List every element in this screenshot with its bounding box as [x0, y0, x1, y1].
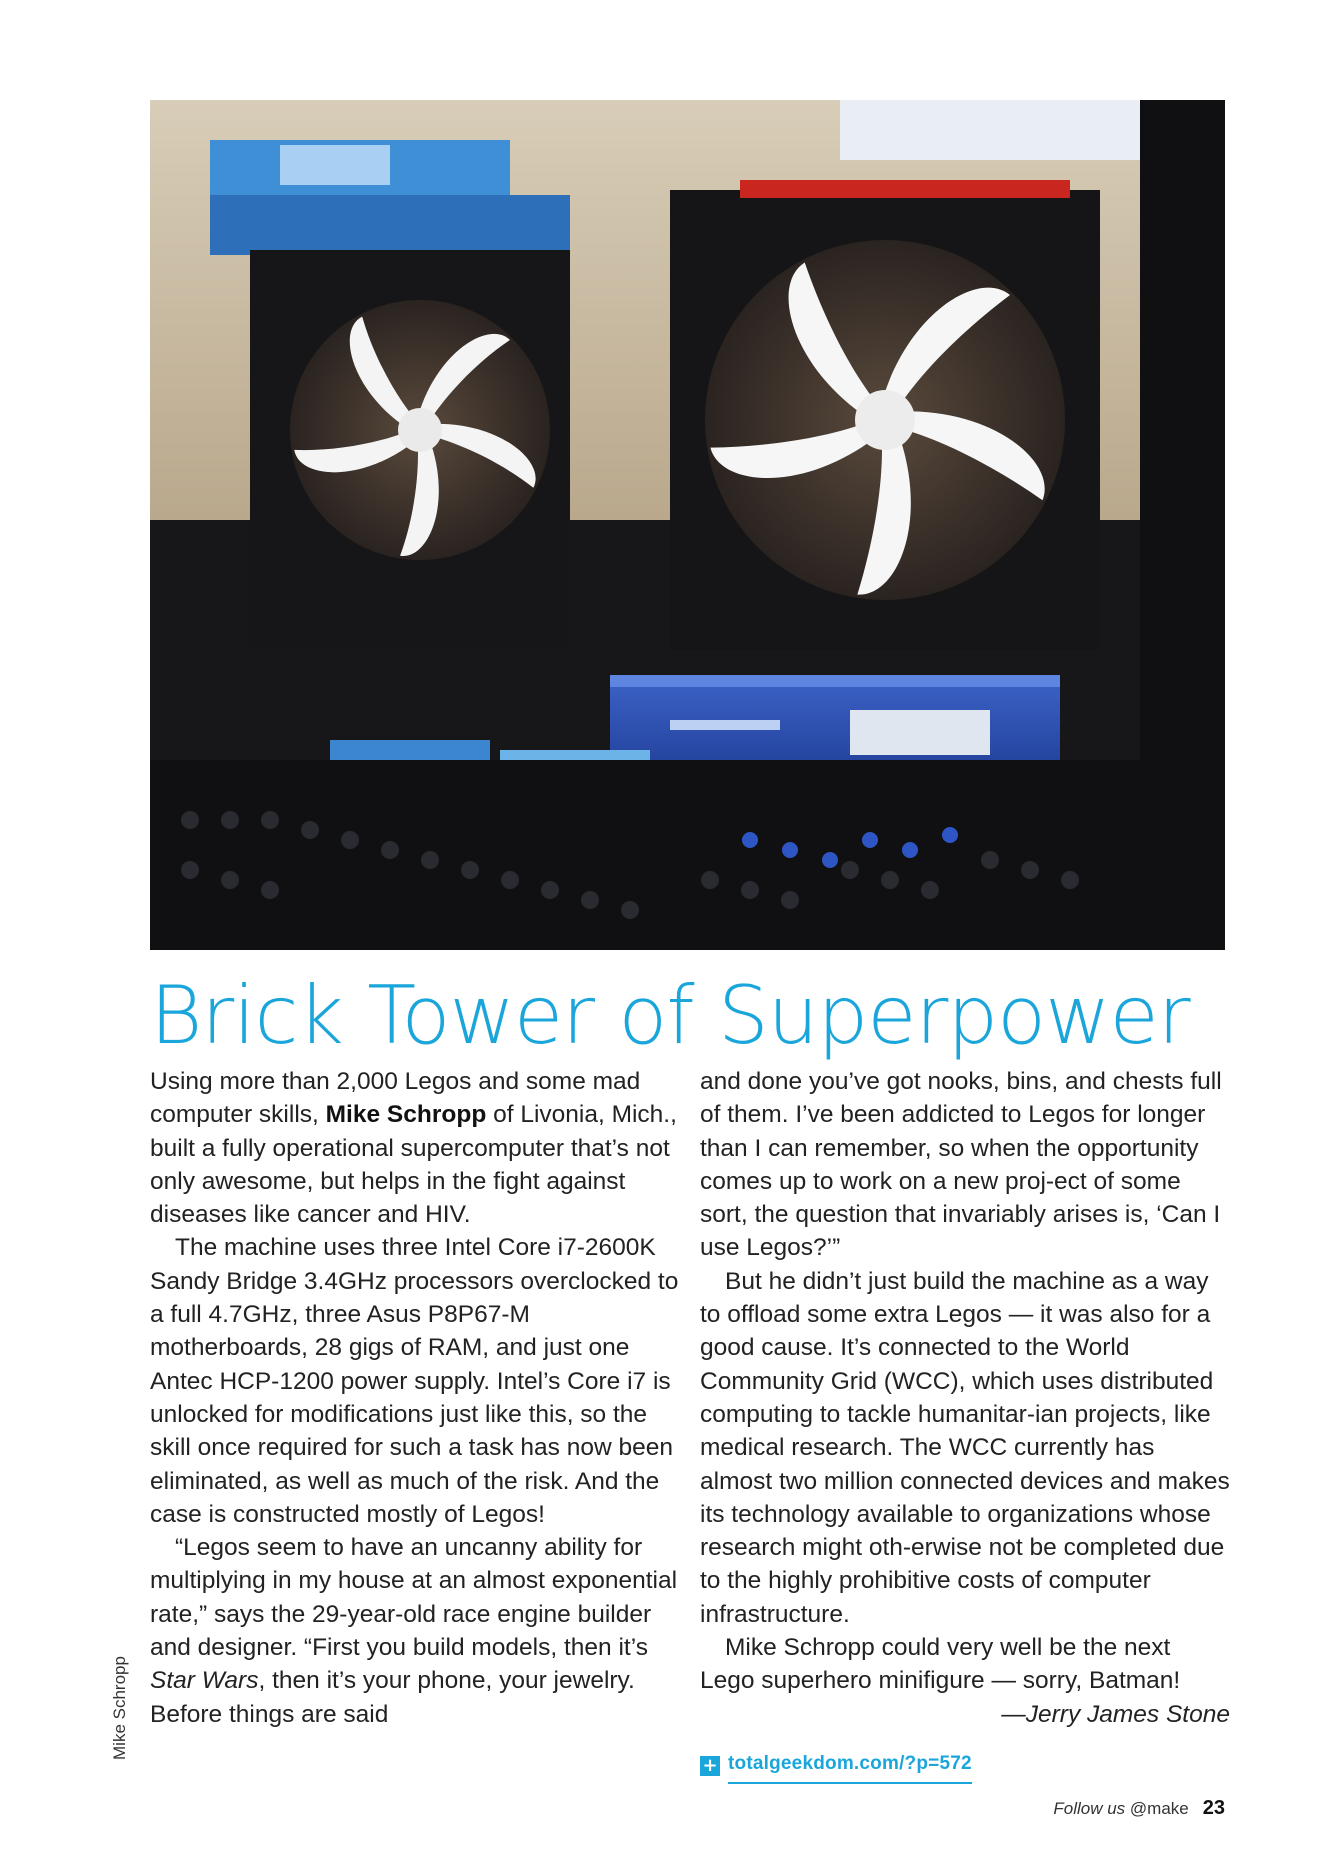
- paragraph-specs: The machine uses three Intel Core i7-2600K Sandy Bridge 3.4GHz processors overclocked to a full 4.7GHz, three Asus P8P67-M motherboards, 28 gigs of RAM, and just one Antec HCP-1200 power supply. Intel’s Core i7 is unlocked for modifications just like this, so the skill once required for such a task has now been eliminated, as well as much of the risk. And the case is constructed mostly of Legos!: [150, 1234, 679, 1528]
- page-number: 23: [1202, 1797, 1225, 1819]
- article-url-link[interactable]: totalgeekdom.com/?p=572: [728, 1747, 972, 1784]
- quote-text-b: , then it’s your phone, your jewelry. Before things are said: [150, 1667, 635, 1728]
- paragraph-closing: Mike Schropp could very well be the next Lego superhero minifigure — sorry, Batman!: [700, 1634, 1181, 1695]
- author-byline: —Jerry James Stone: [1001, 1700, 1230, 1728]
- paragraph-quote: [150, 1531, 680, 1731]
- subject-name: Mike Schropp: [325, 1101, 487, 1129]
- lego-supercomputer-illustration: [150, 100, 1225, 950]
- quote-italic: Star Wars: [150, 1667, 259, 1695]
- intro-text-b: of Livonia, Mich., built a fully operational supercomputer that’s not only awesome, but helps in the fight against diseases like cancer and HIV.: [150, 1101, 677, 1229]
- paragraph-cause: But he didn’t just build the machine as a way to offload some extra Legos — it was also for a good cause. It’s connected to the World Community Grid (WCC), which uses distributed computing to tackle humanitar-ian projects, like medical research. The WCC currently has almost two million connected devices and makes its technology available to organizations whose research might oth-erwise not be completed due to the highly prohibitive costs of computer infrastructure.: [700, 1267, 1230, 1628]
- intro-text-a: Using more than 2,000 Legos and some mad computer skills,: [150, 1068, 641, 1129]
- article-photo: [150, 100, 1225, 950]
- follow-prefix: Follow us: [1053, 1799, 1126, 1818]
- article-link-line: [700, 1747, 1230, 1784]
- quote-text-a: “Legos seem to have an uncanny ability for multiplying in my house at an almost exponential rate,” says the 29-year-old race engine builder and designer. “First you build models, then it’s: [150, 1534, 678, 1662]
- footer-follow: [1053, 1799, 1188, 1819]
- social-handle: @make: [1129, 1799, 1189, 1818]
- article-column-left: [150, 1065, 680, 1731]
- article-headline: Brick Tower of Superpower: [150, 969, 1190, 1062]
- paragraph-quote-continued: and done you’ve got nooks, bins, and chests full of them. I’ve been addicted to Legos for longer than I can remember, so when the opportunity comes up to work on a new proj-ect of some sort, the question that invariably arises is, ‘Can I use Legos?’”: [700, 1068, 1222, 1262]
- page-footer: [1053, 1797, 1225, 1820]
- plus-icon: +: [700, 1756, 720, 1776]
- article-column-right: [700, 1065, 1230, 1784]
- paragraph-intro: [150, 1065, 680, 1231]
- photo-credit: Mike Schropp: [110, 1656, 129, 1760]
